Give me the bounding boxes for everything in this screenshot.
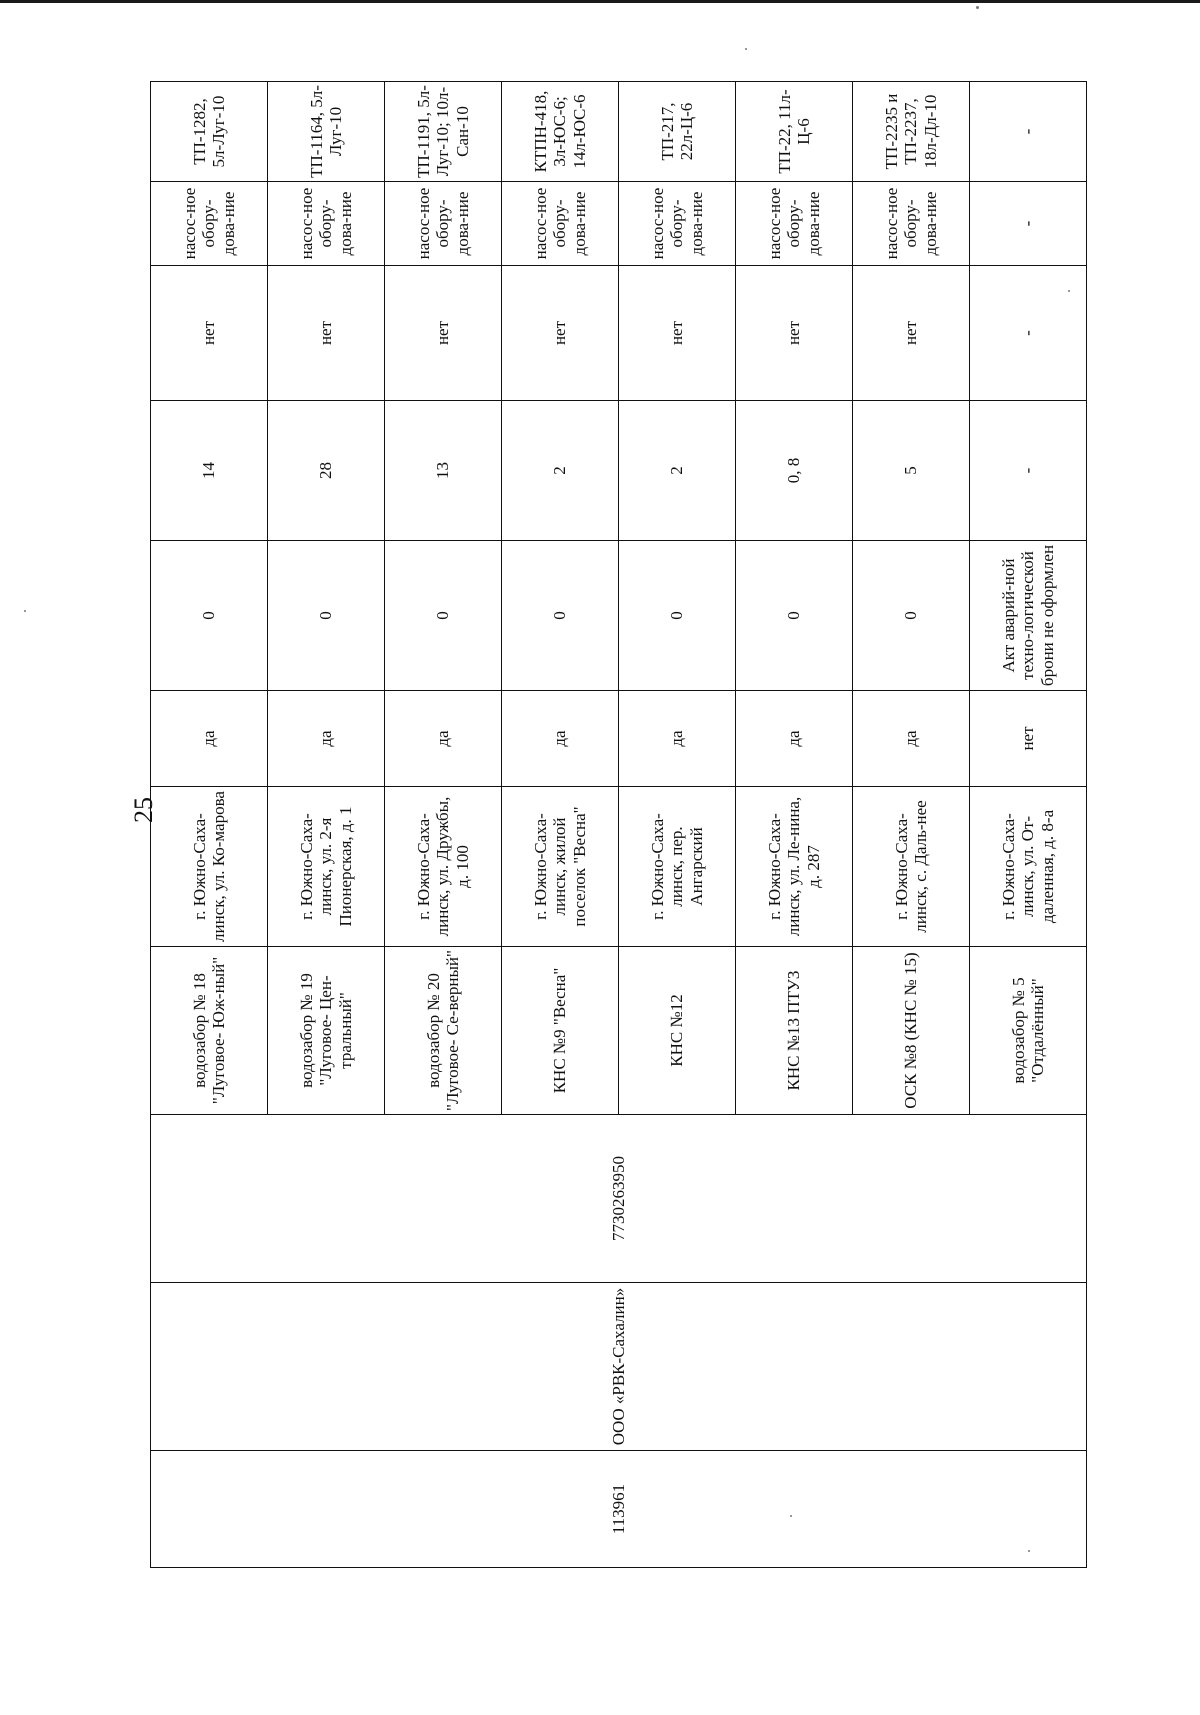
status-cell: 0 [151,541,268,691]
reserve-cell: нет [853,266,970,401]
flag-cell: да [736,691,853,787]
equipment-cell: насос-ное обору-дова-ние [736,182,853,266]
backup-power-table [150,81,1087,1568]
status-cell: Акт аварий-ной техно-логической брони не оформлен [970,541,1087,691]
table-row [151,82,268,1568]
object-cell: водозабор № 18 "Луговое- Юж-ный" [151,947,268,1115]
load-value-cell: 13 [385,401,502,541]
address-cell: г. Южно-Саха-линск, пер. Ангарский [619,787,736,947]
reserve-cell: нет [502,266,619,401]
scan-speck [745,48,747,50]
flag-cell: да [385,691,502,787]
substation-cell: - [970,82,1087,182]
flag-cell: да [853,691,970,787]
equipment-cell: насос-ное обору-дова-ние [502,182,619,266]
document-table-area [150,82,1087,1568]
reserve-cell: нет [736,266,853,401]
object-cell: КНС №9 "Весна" [502,947,619,1115]
inn-cell: 7730263950 [151,1115,1087,1283]
object-cell: КНС №13 ПТУ3 [736,947,853,1115]
reserve-cell: нет [385,266,502,401]
load-value-cell: 2 [502,401,619,541]
reserve-cell: - [970,266,1087,401]
load-value-cell: - [970,401,1087,541]
object-cell: КНС №12 [619,947,736,1115]
object-cell: ОСК №8 (КНС № 15) [853,947,970,1115]
reserve-cell: нет [268,266,385,401]
load-value-cell: 28 [268,401,385,541]
reserve-cell: нет [151,266,268,401]
address-cell: г. Южно-Саха-линск, с. Даль-нее [853,787,970,947]
scan-top-border [0,0,1200,3]
substation-cell: ТП-1282, 5л-Луг-10 [151,82,268,182]
substation-cell: ТП-1164, 5л-Луг-10 [268,82,385,182]
address-cell: г. Южно-Саха-линск, жилой поселок "Весна" [502,787,619,947]
substation-cell: ТП-2235 и ТП-2237, 18л-Дл-10 [853,82,970,182]
object-cell: водозабор № 20 "Луговое- Се-верный" [385,947,502,1115]
address-cell: г. Южно-Саха-линск, ул. 2-я Пионерская, д. 1 [268,787,385,947]
scan-speck [976,6,979,9]
equipment-cell: насос-ное обору-дова-ние [151,182,268,266]
scan-speck [1068,290,1070,292]
page-number: 25 [129,797,158,823]
object-cell: водозабор № 19 "Луговое- Цен-тральный" [268,947,385,1115]
equipment-cell: насос-ное обору-дова-ние [268,182,385,266]
scan-speck [790,1515,792,1517]
scan-speck [24,610,26,612]
group-id-cell: 113961 [151,1451,1087,1568]
object-cell: водозабор № 5 "Отдалённый" [970,947,1087,1115]
load-value-cell: 2 [619,401,736,541]
flag-cell: нет [970,691,1087,787]
status-cell: 0 [268,541,385,691]
organization-cell: ООО «РВК-Сахалин» [151,1283,1087,1451]
equipment-cell: - [970,182,1087,266]
address-cell: г. Южно-Саха-линск, ул. Ко-марова [151,787,268,947]
flag-cell: да [268,691,385,787]
scan-speck [1028,1550,1030,1552]
address-cell: г. Южно-Саха-линск, ул. Ле-нина, д. 287 [736,787,853,947]
load-value-cell: 0, 8 [736,401,853,541]
substation-cell: ТП-22, 11л-Ц-6 [736,82,853,182]
status-cell: 0 [502,541,619,691]
status-cell: 0 [385,541,502,691]
status-cell: 0 [736,541,853,691]
equipment-cell: насос-ное обору-дова-ние [853,182,970,266]
substation-cell: ТП-217, 22л-Ц-6 [619,82,736,182]
status-cell: 0 [619,541,736,691]
address-cell: г. Южно-Саха-линск, ул. Дружбы, д. 100 [385,787,502,947]
address-cell: г. Южно-Саха-линск, ул. От-даленная, д. 8-а [970,787,1087,947]
flag-cell: да [619,691,736,787]
equipment-cell: насос-ное обору-дова-ние [385,182,502,266]
load-value-cell: 14 [151,401,268,541]
load-value-cell: 5 [853,401,970,541]
substation-cell: КТПН-418, 3л-ЮС-6; 14л-ЮС-6 [502,82,619,182]
status-cell: 0 [853,541,970,691]
flag-cell: да [151,691,268,787]
equipment-cell: насос-ное обору-дова-ние [619,182,736,266]
flag-cell: да [502,691,619,787]
reserve-cell: нет [619,266,736,401]
substation-cell: ТП-1191, 5л-Луг-10; 10л-Сан-10 [385,82,502,182]
